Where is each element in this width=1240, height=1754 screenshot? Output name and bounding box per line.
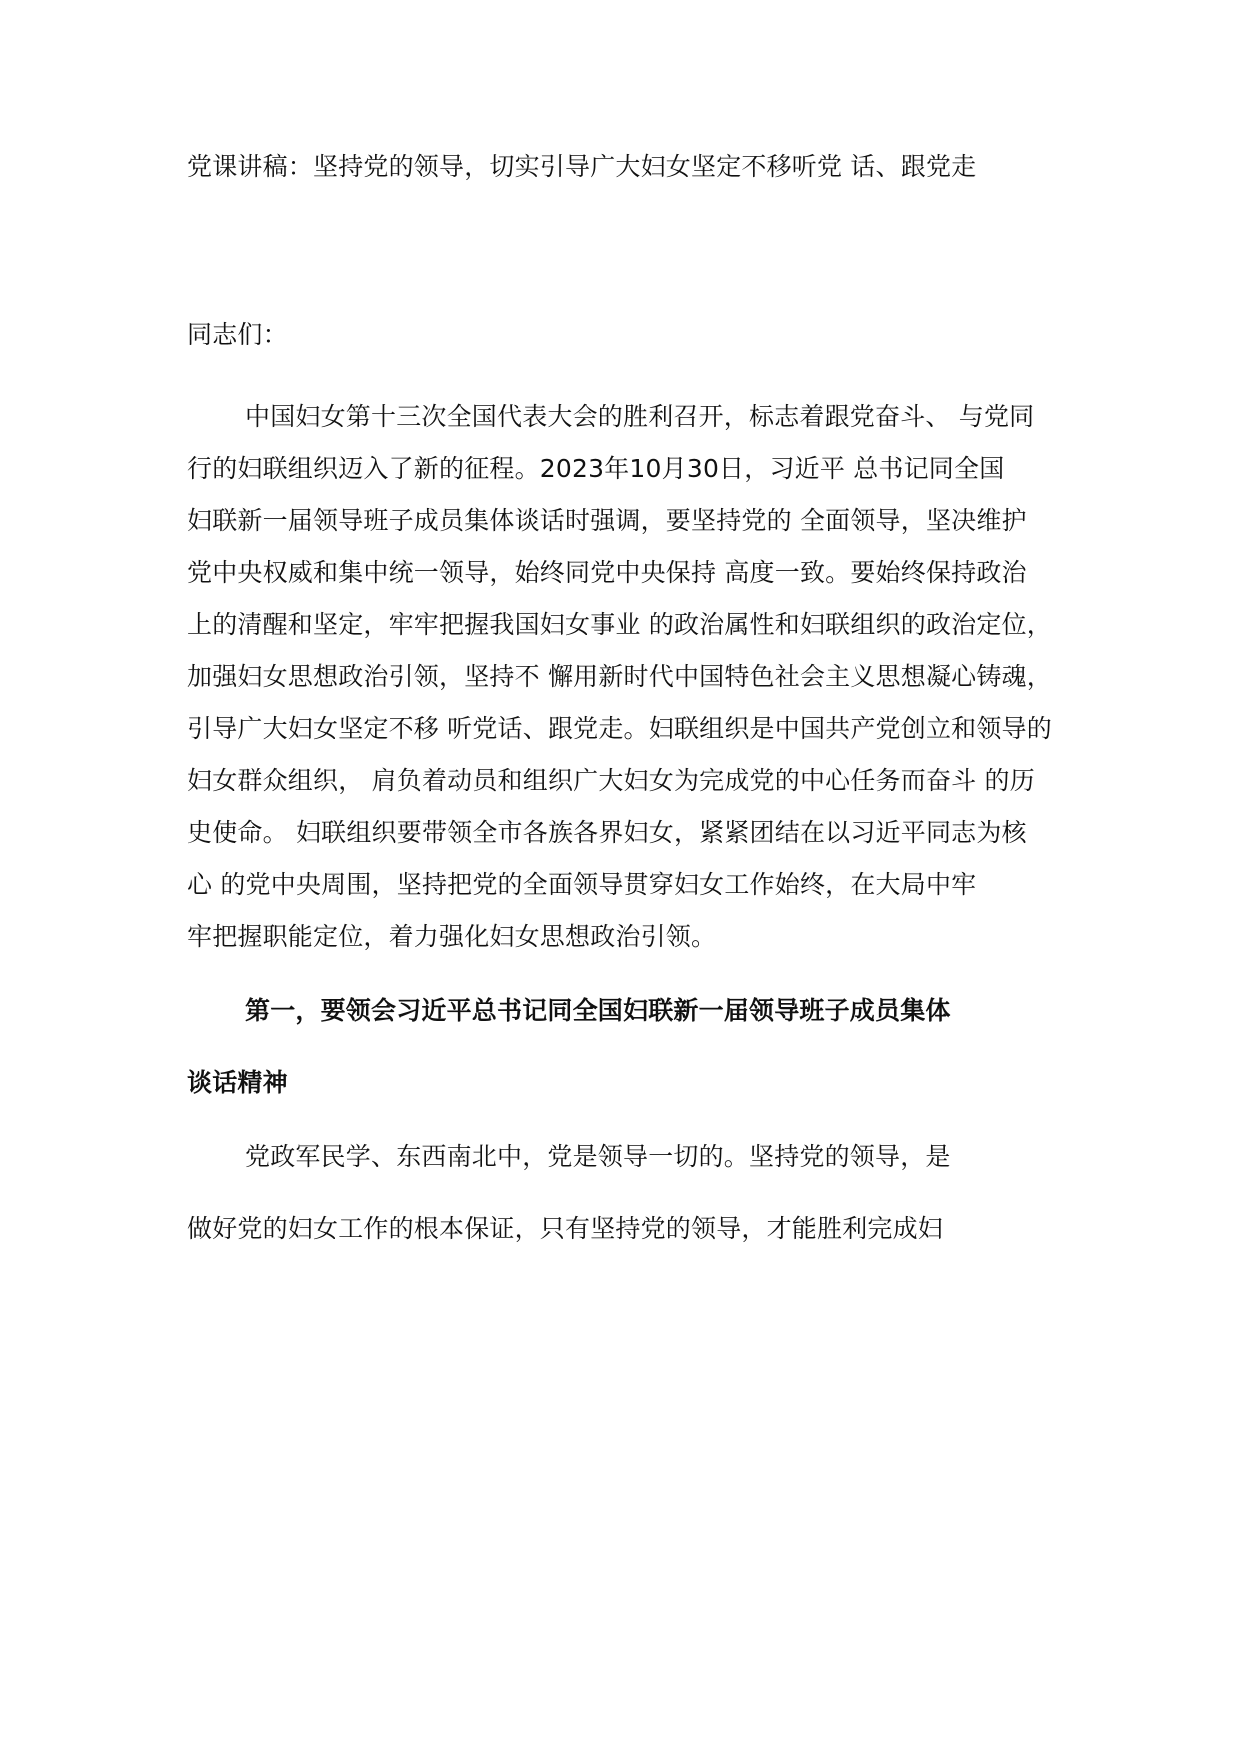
heading-line: 谈话精神 — [187, 1068, 288, 1097]
paragraph-line: 行的妇联组织迈入了新的征程。2023年10月30日，习近平 总书记同全国 — [187, 454, 1005, 483]
paragraph-line: 心 的党中央周围，坚持把党的全面领导贯穿妇女工作始终，在大局中牢 — [187, 870, 977, 899]
paragraph-line: 党政军民学、东西南北中，党是领导一切的。坚持党的领导，是 — [245, 1142, 951, 1171]
paragraph-line: 上的清醒和坚定，牢牢把握我国妇女事业 的政治属性和妇联组织的政治定位， — [187, 610, 1052, 639]
paragraph-line: 中国妇女第十三次全国代表大会的胜利召开，标志着跟党奋斗、 与党同 — [245, 402, 1035, 431]
paragraph-line: 党中央权威和集中统一领导，始终同党中央保持 高度一致。要始终保持政治 — [187, 558, 1027, 587]
paragraph-line: 引导广大妇女坚定不移 听党话、跟党走。妇联组织是中国共产党创立和领导的 — [187, 714, 1052, 743]
paragraph-line: 加强妇女思想政治引领，坚持不 懈用新时代中国特色社会主义思想凝心铸魂， — [187, 662, 1052, 691]
paragraph-line: 妇女群众组织， 肩负着动员和组织广大妇女为完成党的中心任务而奋斗 的历 — [187, 766, 1035, 795]
paragraph-line: 做好党的妇女工作的根本保证，只有坚持党的领导，才能胜利完成妇 — [187, 1214, 944, 1243]
paragraph-line: 牢把握职能定位，着力强化妇女思想政治引领。 — [187, 922, 717, 951]
document-title: 党课讲稿：坚持党的领导，切实引导广大妇女坚定不移听党 话、跟党走 — [187, 152, 977, 181]
paragraph-line: 史使命。 妇联组织要带领全市各族各界妇女，紧紧团结在以习近平同志为核 — [187, 818, 1027, 847]
salutation: 同志们： — [187, 320, 288, 349]
paragraph-line: 妇联新一届领导班子成员集体谈话时强调，要坚持党的 全面领导，坚决维护 — [187, 506, 1027, 535]
heading-line: 第一，要领会习近平总书记同全国妇联新一届领导班子成员集体 — [245, 996, 951, 1025]
